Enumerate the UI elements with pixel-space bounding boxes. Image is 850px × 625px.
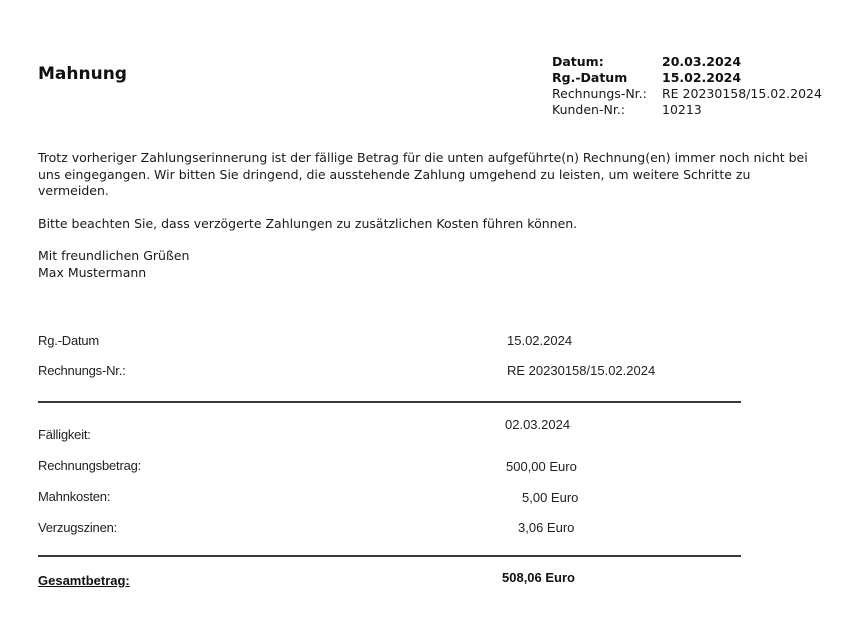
total-label: Gesamtbetrag: — [38, 573, 130, 588]
table-label-verzugszinsen: Verzugszinen: — [38, 520, 118, 535]
meta-row-rg-datum — [552, 70, 822, 86]
table-label-faelligkeit: Fälligkeit: — [38, 427, 91, 442]
meta-value: 10213 — [662, 102, 702, 117]
table-divider-bottom — [38, 555, 741, 557]
table-label-rechnungsbetrag: Rechnungsbetrag: — [38, 458, 142, 473]
document-title: Mahnung — [38, 64, 127, 84]
table-label-rechnungs-nr: Rechnungs-Nr.: — [38, 363, 126, 378]
letter-paragraph-2: Bitte beachten Sie, dass verzögerte Zahlungen zu zusätzlichen Kosten führen können. — [38, 215, 578, 231]
table-value-rechnungsbetrag: 500,00 Euro — [506, 459, 577, 474]
meta-value: RE 20230158/15.02.2024 — [662, 86, 822, 101]
letter-closing: Mit freundlichen Grüßen — [38, 248, 190, 263]
meta-value: 15.02.2024 — [662, 70, 742, 85]
meta-row-datum — [552, 54, 822, 70]
table-label-mahnkosten: Mahnkosten: — [38, 489, 111, 504]
letter-signature: Max Mustermann — [38, 264, 147, 280]
meta-label: Kunden-Nr.: — [552, 102, 626, 117]
table-label-rg-datum: Rg.-Datum — [38, 333, 100, 348]
table-value-rg-datum: 15.02.2024 — [507, 333, 573, 348]
meta-row-kunden-nr — [552, 102, 822, 118]
table-divider-top — [38, 401, 741, 403]
table-value-faelligkeit: 02.03.2024 — [505, 417, 571, 432]
meta-label: Rechnungs-Nr.: — [552, 86, 647, 101]
meta-label: Rg.-Datum — [552, 70, 628, 85]
letter-paragraph-1: Trotz vorheriger Zahlungserinnerung ist der fällige Betrag für die unten aufgeführte(n) Rechnung(en) immer noch nicht bei uns eingegangen. Wir bitten Sie dringend, die ausstehende Zahlung umgehend zu leisten, um weitere Schritte zu vermeiden. — [38, 150, 808, 198]
table-value-mahnkosten: 5,00 Euro — [522, 490, 579, 505]
letter-body — [38, 150, 818, 281]
total-value: 508,06 Euro — [502, 570, 575, 585]
meta-label: Datum: — [552, 54, 604, 69]
meta-row-rechnungs-nr — [552, 86, 822, 102]
table-value-rechnungs-nr: RE 20230158/15.02.2024 — [507, 363, 656, 378]
document-meta — [552, 54, 822, 118]
table-value-verzugszinsen: 3,06 Euro — [518, 520, 575, 535]
meta-value: 20.03.2024 — [662, 54, 742, 69]
